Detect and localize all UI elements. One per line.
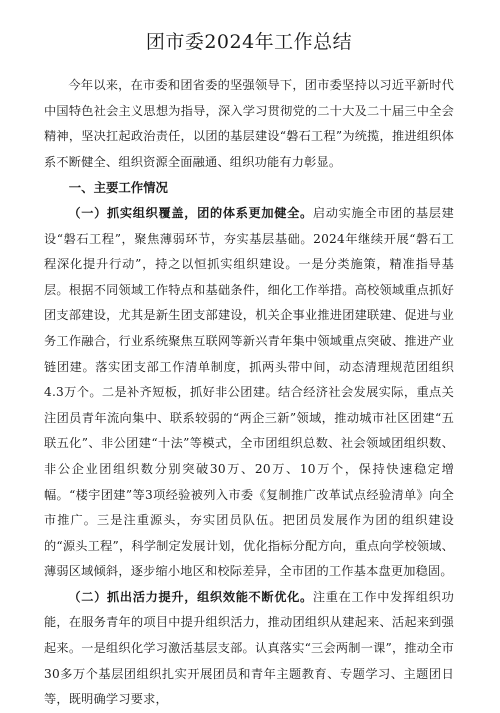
document-title: 团市委2024年工作总结 (145, 31, 353, 53)
subsection-2-body: 注重在工作中发挥组织功能，在服务青年的项目中提升组织活力，推动团组织从建起来、活起来到强起来。一是组织化学习激活基层支部。认真落实“三会两制一课”，推动全市30多万个基层团组织扎实开展团员和青年主题教育、专题学习、主题团日等，既明确学习要求， (44, 589, 454, 707)
subsection-1-lead: （一）抓实组织覆盖，团的体系更加健全。 (68, 205, 313, 220)
subsection-2-lead: （二）抓出活力提升，组织效能不断优化。 (68, 589, 313, 604)
section-heading: 一、主要工作情况 (68, 180, 168, 196)
subsection-2-paragraph (44, 585, 454, 713)
intro-paragraph: 今年以来，在市委和团省委的坚强领导下，团市委坚持以习近平新时代中国特色社会主义思想为指导，深入学习贯彻党的二十大及二十届三中全会精神，坚决扛起政治责任，以团的基层建设“磐石工程”为统揽，推进组织体系不断健全、组织资源全面融通、组织功能有力彰显。 (44, 78, 454, 169)
subsection-1-paragraph (44, 201, 454, 585)
subsection-1-body: 启动实施全市团的基层建设“磐石工程”，聚焦薄弱环节，夯实基层基础。2024年继续开展“磐石工程深化提升行动”，持之以恒抓实组织建设。一是分类施策，精准指导基层。根据不同领域工作特点和基础条件，细化工作举措。高校领域重点抓好团支部建设，尤其是新生团支部建设，机关企事业推进团建联建、促进与业务工作融合，行业系统聚焦互联网等新兴青年集中领域重点突破、推进产业链团建。落实团支部工作清单制度，抓两头带中间，动态清理规范团组织4.3万个。二是补齐短板，抓好非公团建。结合经济社会发展实际，重点关注团员青年流向集中、联系较弱的“两企三新”领域，推动城市社区团建“五联五化”、非公团建“十法”等模式，全市团组织总数、社会领域团组织数、非公企业团组织数分别突破30万、20万、10万个，保持快速稳定增幅。“楼宇团建”等3项经验被列入市委《复制推广改革试点经验清单》向全市推广。三是注重源头，夯实团员队伍。把团员发展作为团的组织建设的“源头工程”，科学制定发展计划，优化指标分配方向，重点向学校领域、薄弱区域倾斜，逐步缩小地区和校际差异，全市团的工作基本盘更加稳固。 (44, 205, 454, 579)
